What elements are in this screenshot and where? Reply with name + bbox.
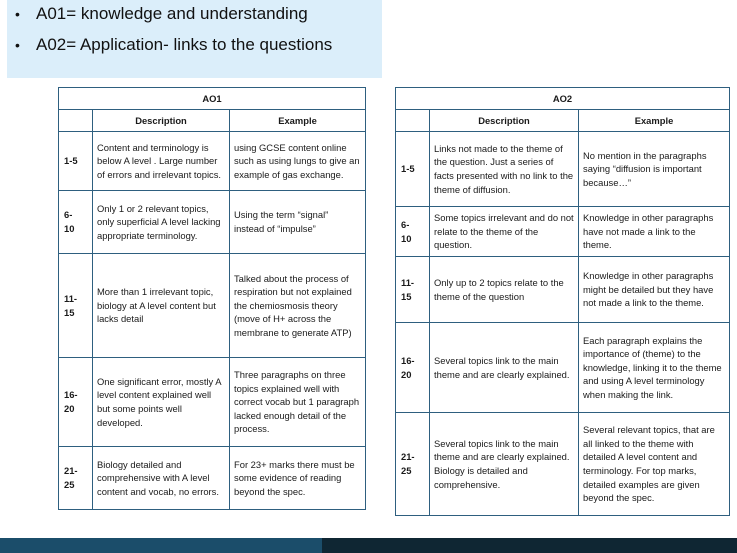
ao1-description-cell: More than 1 irrelevant topic, biology at A level content but lacks detail (93, 254, 230, 358)
ao2-description-cell: Several topics link to the main theme and are clearly explained. (430, 323, 579, 413)
ao2-description-header: Description (430, 110, 579, 132)
table-row (396, 207, 730, 257)
ao2-example-cell: Knowledge in other paragraphs might be detailed but they have not made a link to the theme. (579, 257, 730, 323)
ao2-table (395, 87, 730, 516)
ao1-description-cell: One significant error, mostly A level content explained well but some points well developed. (93, 358, 230, 447)
ao1-example-cell: Talked about the process of respiration but not explained the chemiosmosis theory (move of H+ across the membrane to generate ATP) (230, 254, 366, 358)
table-row (59, 132, 366, 191)
ao1-example-cell: Three paragraphs on three topics explained well with correct vocab but 1 paragraph lacked enough detail of the process. (230, 358, 366, 447)
ao1-description-cell: Biology detailed and comprehensive with A level content and vocab, no errors. (93, 447, 230, 510)
table-row (59, 254, 366, 358)
ao2-range-cell: 16- 20 (396, 323, 430, 413)
ao2-example-cell: No mention in the paragraphs saying “diffusion is important because…” (579, 132, 730, 207)
bullet-dot-icon: • (15, 37, 20, 53)
ao1-table (58, 87, 366, 510)
table-row (59, 447, 366, 510)
ao2-description-cell: Some topics irrelevant and do not relate to the theme of the question. (430, 207, 579, 257)
ao2-range-cell: 11- 15 (396, 257, 430, 323)
footer-bar-right (322, 538, 737, 553)
ao2-example-cell: Each paragraph explains the importance of (theme) to the knowledge, linking it to the theme and using A level terminology when making the link. (579, 323, 730, 413)
ao2-title: AO2 (396, 88, 730, 110)
ao2-example-cell: Several relevant topics, that are all linked to the theme with detailed A level content and terminology. For top marks, detailed examples are given beyond the spec. (579, 413, 730, 516)
table-row (396, 257, 730, 323)
ao2-range-cell: 21- 25 (396, 413, 430, 516)
ao2-description-cell: Several topics link to the main theme and are clearly explained. Biology is detailed and comprehensive. (430, 413, 579, 516)
ao1-range-cell: 21- 25 (59, 447, 93, 510)
table-row (396, 323, 730, 413)
ao1-description-cell: Content and terminology is below A level . Large number of errors and irrelevant topics. (93, 132, 230, 191)
ao1-range-cell: 11- 15 (59, 254, 93, 358)
ao2-range-header (396, 110, 430, 132)
table-row (396, 132, 730, 207)
ao1-range-cell: 16- 20 (59, 358, 93, 447)
ao1-range-cell: 1-5 (59, 132, 93, 191)
footer-bar-left (0, 538, 322, 553)
bullet-dot-icon: • (15, 6, 20, 22)
ao1-description-cell: Only 1 or 2 relevant topics, only superficial A level lacking appropriate terminology. (93, 191, 230, 254)
ao1-description-header: Description (93, 110, 230, 132)
ao2-range-cell: 1-5 (396, 132, 430, 207)
bullet-ao1 (15, 3, 382, 34)
bullet-ao2-text: A02= Application- links to the questions (36, 35, 333, 54)
ao2-example-cell: Knowledge in other paragraphs have not made a link to the theme. (579, 207, 730, 257)
ao1-example-header: Example (230, 110, 366, 132)
table-row (59, 358, 366, 447)
ao2-range-cell: 6- 10 (396, 207, 430, 257)
ao1-example-cell: using GCSE content online such as using lungs to give an example of gas exchange. (230, 132, 366, 191)
ao1-example-cell: For 23+ marks there must be some evidence of reading beyond the spec. (230, 447, 366, 510)
ao2-description-cell: Only up to 2 topics relate to the theme of the question (430, 257, 579, 323)
ao1-range-cell: 6- 10 (59, 191, 93, 254)
bullet-ao1-text: A01= knowledge and understanding (36, 4, 308, 23)
ao1-example-cell: Using the term “signal” instead of “impulse” (230, 191, 366, 254)
ao1-range-header (59, 110, 93, 132)
table-row (59, 191, 366, 254)
ao2-example-header: Example (579, 110, 730, 132)
objectives-box (7, 0, 382, 78)
ao1-title: AO1 (59, 88, 366, 110)
ao2-description-cell: Links not made to the theme of the question. Just a series of facts presented with no link to the theme of diffusion. (430, 132, 579, 207)
table-row (396, 413, 730, 516)
bullet-ao2 (15, 34, 382, 65)
